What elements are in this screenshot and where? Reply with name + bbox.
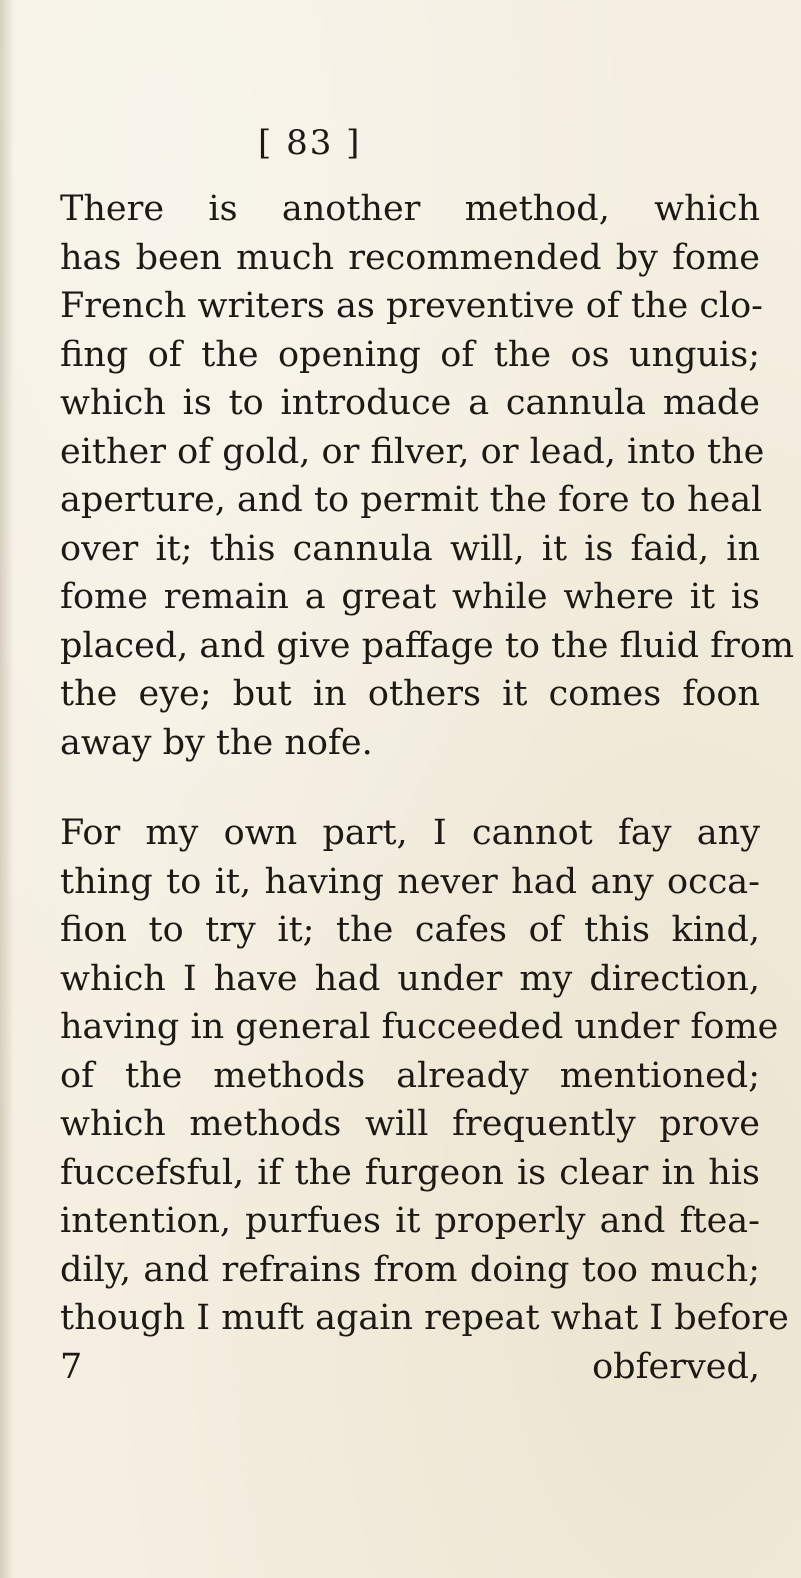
page-number: [ 83 ] bbox=[258, 123, 362, 163]
text-line: which methods will frequently prove bbox=[60, 1104, 760, 1144]
text-line: fing of the opening of the os unguis; bbox=[60, 334, 760, 375]
text-line: has been much recommended by fome bbox=[60, 237, 760, 278]
text-line: over it; this cannula will, it is faid, in bbox=[60, 528, 760, 569]
text-line: of the methods already mentioned; bbox=[60, 1055, 760, 1096]
catchword: obferved, bbox=[592, 1346, 760, 1387]
text-line: which is to introduce a cannula made bbox=[60, 383, 760, 423]
text-line: though I muft again repeat what I before bbox=[60, 1298, 789, 1338]
text-line: For my own part, I cannot fay any bbox=[60, 813, 760, 853]
gutter-shadow bbox=[0, 0, 14, 1578]
text-line: aperture, and to permit the fore to heal bbox=[60, 480, 763, 520]
text-line: There is another method, which bbox=[60, 189, 760, 229]
text-line: intention, purfues it properly and ftea- bbox=[60, 1201, 760, 1241]
text-line: having in general fucceeded under fome bbox=[60, 1007, 779, 1047]
text-line: placed, and give paffage to the fluid from bbox=[60, 625, 795, 666]
text-line: French writers as preventive of the clo- bbox=[60, 286, 764, 326]
text-line: fuccefsful, if the furgeon is clear in his bbox=[60, 1152, 760, 1193]
text-line: thing to it, having never had any occa- bbox=[60, 861, 760, 902]
text-line: fion to try it; the cafes of this kind, bbox=[60, 910, 760, 950]
text-line: the eye; but in others it comes foon bbox=[60, 674, 760, 714]
page-footer bbox=[60, 1346, 760, 1390]
text-line: away by the nofe. bbox=[60, 722, 373, 763]
text-line: fome remain a great while where it is bbox=[60, 577, 760, 617]
text-line: either of gold, or filver, or lead, into the bbox=[60, 431, 765, 472]
signature-mark: 7 bbox=[60, 1346, 83, 1387]
text-line: which I have had under my direction, bbox=[60, 958, 760, 999]
text-line: dily, and refrains from doing too much; bbox=[60, 1249, 760, 1290]
